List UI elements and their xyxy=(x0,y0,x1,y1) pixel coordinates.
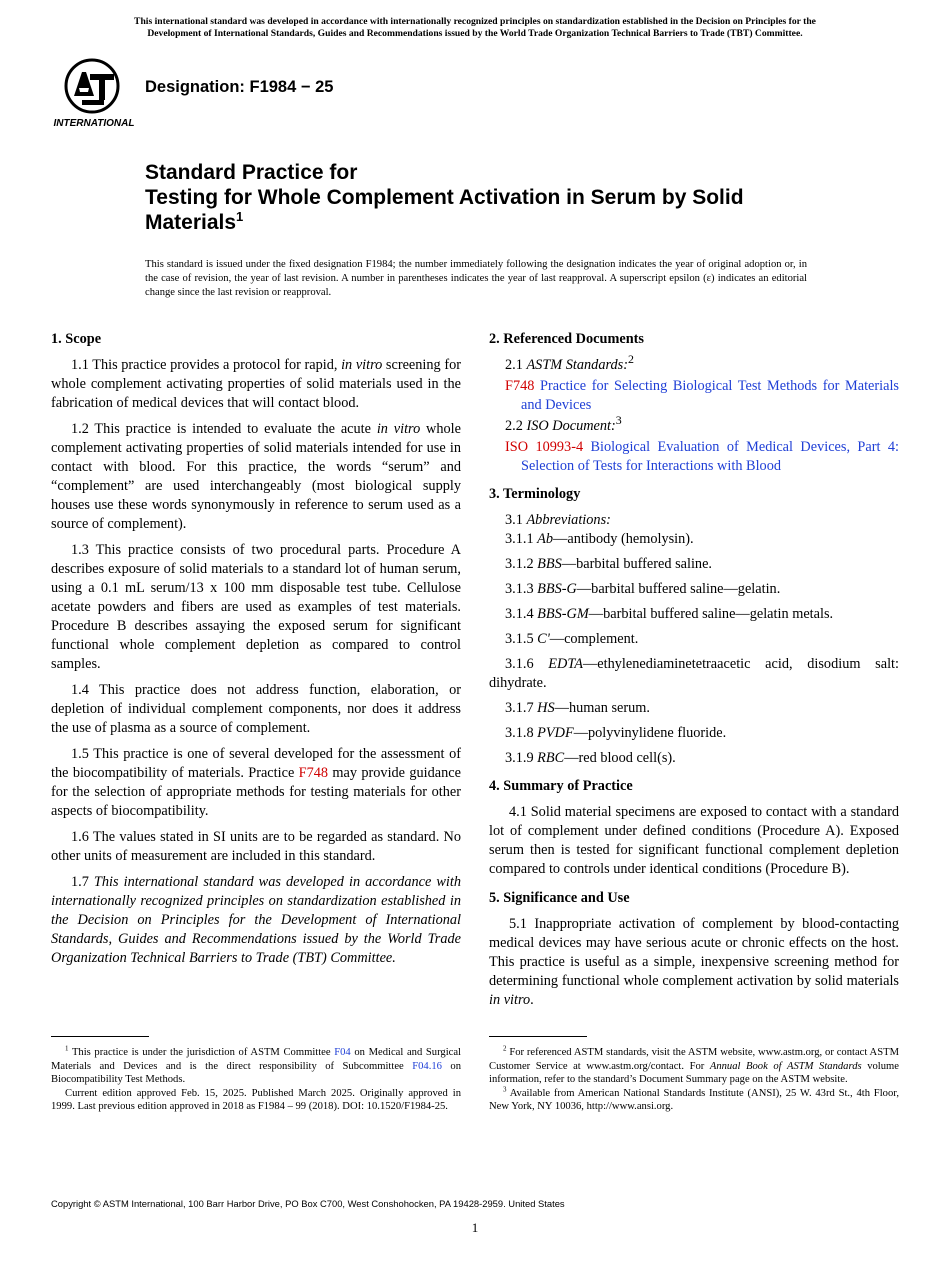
footnote-3: $^3$ Available from American National Standards Institute (ANSI), 25 W. 43rd St., 4th Floor, New York, NY 10036, http://www.ansi.org. xyxy=(489,1085,899,1113)
title-footnote-mark: 1 xyxy=(236,209,244,224)
scope-heading: 1. Scope xyxy=(51,331,102,347)
ref-2-1: 2.1 ASTM Standards:$^2$ xyxy=(505,352,634,373)
significance-5-1: 5.1 Inappropriate activation of complement by blood-contacting medical devices may have serious acute or chronic effects on the host. This practice is useful as a simple, inexpensive screening method for determining functional whole complement activation by solid materials in vitro. xyxy=(489,916,899,1008)
terminology-heading: 3. Terminology xyxy=(489,486,581,502)
scope-1-4: 1.4 This practice does not address function, elaboration, or depletion of individual complement components, nor does it address the use of plasma as a source of complement. xyxy=(51,682,461,736)
footnote-1-edition: Current edition approved Feb. 15, 2025. Published March 2025. Originally approved in 1999. Last previous edition approved in 2018 as F1984 – 99 (2018). DOI: 10.1520/F1984-25. xyxy=(51,1087,461,1113)
footnote-rule-left xyxy=(51,1036,149,1037)
intro-paragraph: This standard is issued under the fixed designation F1984; the number immediately following the designation indicates the year of original adoption or, in the case of revision, the year of last revision. A number in parentheses indicates the year of last reapproval. A superscript epsilon (ε) indicates an editorial change since the last revision or reapproval. xyxy=(145,259,807,299)
scope-1-1: 1.1 This practice provides a protocol for rapid, in vitro screening for whole complement activating properties of solid materials used in the fabrication of medical devices that will contact blood. xyxy=(51,357,461,411)
document-title xyxy=(145,160,865,235)
scope-1-6: 1.6 The values stated in SI units are to be regarded as standard. No other units of measurement are included in this standard. xyxy=(51,829,461,864)
tbt-notice-line1: This international standard was developed in accordance with internationally recognized principles on standardization established in the Decision on Principles for the xyxy=(134,16,816,27)
f04-16-link[interactable]: F04.16 xyxy=(412,1060,442,1072)
logo-text: INTERNATIONAL xyxy=(53,118,135,129)
term-3-1: 3.1 Abbreviations: xyxy=(505,512,611,528)
term-item: 3.1.8 PVDF—polyvinylidene fluoride. xyxy=(505,725,727,741)
left-column xyxy=(51,330,461,975)
term-item: 3.1.6 EDTA—ethylenediaminetetraacetic acid, disodium salt: dihydrate. xyxy=(489,656,899,691)
scope-1-2: 1.2 This practice is intended to evaluate the acute in vitro whole complement activating properties of solid materials intended for use in contact with blood. For this practice, the words “serum” and “complement” are used interchangeably (most biological supply houses use these words synonymously in reference to serum used as a source of complement). xyxy=(51,421,461,532)
term-item: 3.1.4 BBS-GM—barbital buffered saline—gelatin metals. xyxy=(505,606,834,622)
title-line3: Materials xyxy=(145,211,237,234)
tbt-notice xyxy=(40,16,910,40)
footnote-rule-right xyxy=(489,1036,587,1037)
term-item: 3.1.1 Ab—antibody (hemolysin). xyxy=(505,531,694,547)
summary-4-1: 4.1 Solid material specimens are exposed to contact with a standard lot of complement under defined conditions (Procedure A). Exposed serum then is tested for significant functional complement depletion compared to controls under identical conditions (Procedure B). xyxy=(489,804,899,877)
f04-link[interactable]: F04 xyxy=(334,1047,351,1058)
footnote-1: $^1$ This practice is under the jurisdiction of ASTM Committee F04 on Medical and Surgical Materials and Devices and is the direct responsibility of Subcommittee F04.16 on Biocompatibility Test Methods. xyxy=(51,1044,461,1086)
footnotes-right xyxy=(489,1046,899,1114)
designation: Designation: F1984 − 25 xyxy=(145,78,334,96)
summary-heading: 4. Summary of Practice xyxy=(489,778,633,794)
references-heading: 2. Referenced Documents xyxy=(489,331,644,347)
f748-link[interactable]: F748 xyxy=(298,765,329,781)
right-column xyxy=(489,330,899,1017)
page-number: 1 xyxy=(471,1220,479,1235)
footnote-2: $^2$ For referenced ASTM standards, visit the ASTM website, www.astm.org, or contact ASTM Customer Service at www.astm.org/contact. For Annual Book of ASTM Standards volume information, refer to the standard’s Document Summary page on the ASTM website. xyxy=(489,1044,899,1086)
astm-international-logo xyxy=(52,56,136,130)
scope-1-5: 1.5 This practice is one of several developed for the assessment of the biocompatibility of materials. Practice F748 may provide guidance for the selection of appropriate methods for testing materials for other aspects of biocompatibility. xyxy=(51,746,461,819)
ref-iso-10993-4[interactable]: ISO 10993-4 Biological Evaluation of Medical Devices, Part 4: Selection of Tests for Interactions with Blood xyxy=(505,439,899,474)
ref-2-2: 2.2 ISO Document:$^3$ xyxy=(505,413,622,434)
significance-heading: 5. Significance and Use xyxy=(489,890,630,906)
term-item: 3.1.3 BBS-G—barbital buffered saline—gelatin. xyxy=(505,581,781,597)
title-line2: Testing for Whole Complement Activation in Serum by Solid xyxy=(145,186,744,209)
copyright-line: Copyright © ASTM International, 100 Barr Harbor Drive, PO Box C700, West Conshohocken, PA 19428-2959. United States xyxy=(51,1198,565,1209)
ref-f748[interactable]: F748 Practice for Selecting Biological Test Methods for Materials and Devices xyxy=(505,378,899,413)
term-item: 3.1.9 RBC—red blood cell(s). xyxy=(505,750,676,766)
term-item: 3.1.5 C'—complement. xyxy=(505,631,639,647)
title-line1: Standard Practice for xyxy=(145,161,358,184)
term-item: 3.1.7 HS—human serum. xyxy=(505,700,650,716)
tbt-notice-line2: Development of International Standards, Guides and Recommendations issued by the World Trade Organization Technical Barriers to Trade (TBT) Committee. xyxy=(147,28,803,39)
scope-1-3: 1.3 This practice consists of two procedural parts. Procedure A describes exposure of solid materials to a standard lot of human serum, using a 0.1 mL serum/13 x 100 mm disposable test tube. Cellulose acetate powders and fibers are used as examples of test materials. Procedure B describes assaying the exposed serum for significant functional whole complement depletion as compared to control samples. xyxy=(51,542,461,672)
term-item: 3.1.2 BBS—barbital buffered saline. xyxy=(505,556,712,572)
scope-1-7: 1.7 This international standard was developed in accordance with internationally recognized principles on standardization established in the Decision on Principles for the Development of International Standards, Guides and Recommendations issued by the World Trade Organization Technical Barriers to Trade (TBT) Committee. xyxy=(51,874,461,966)
footnotes-left xyxy=(51,1046,461,1114)
